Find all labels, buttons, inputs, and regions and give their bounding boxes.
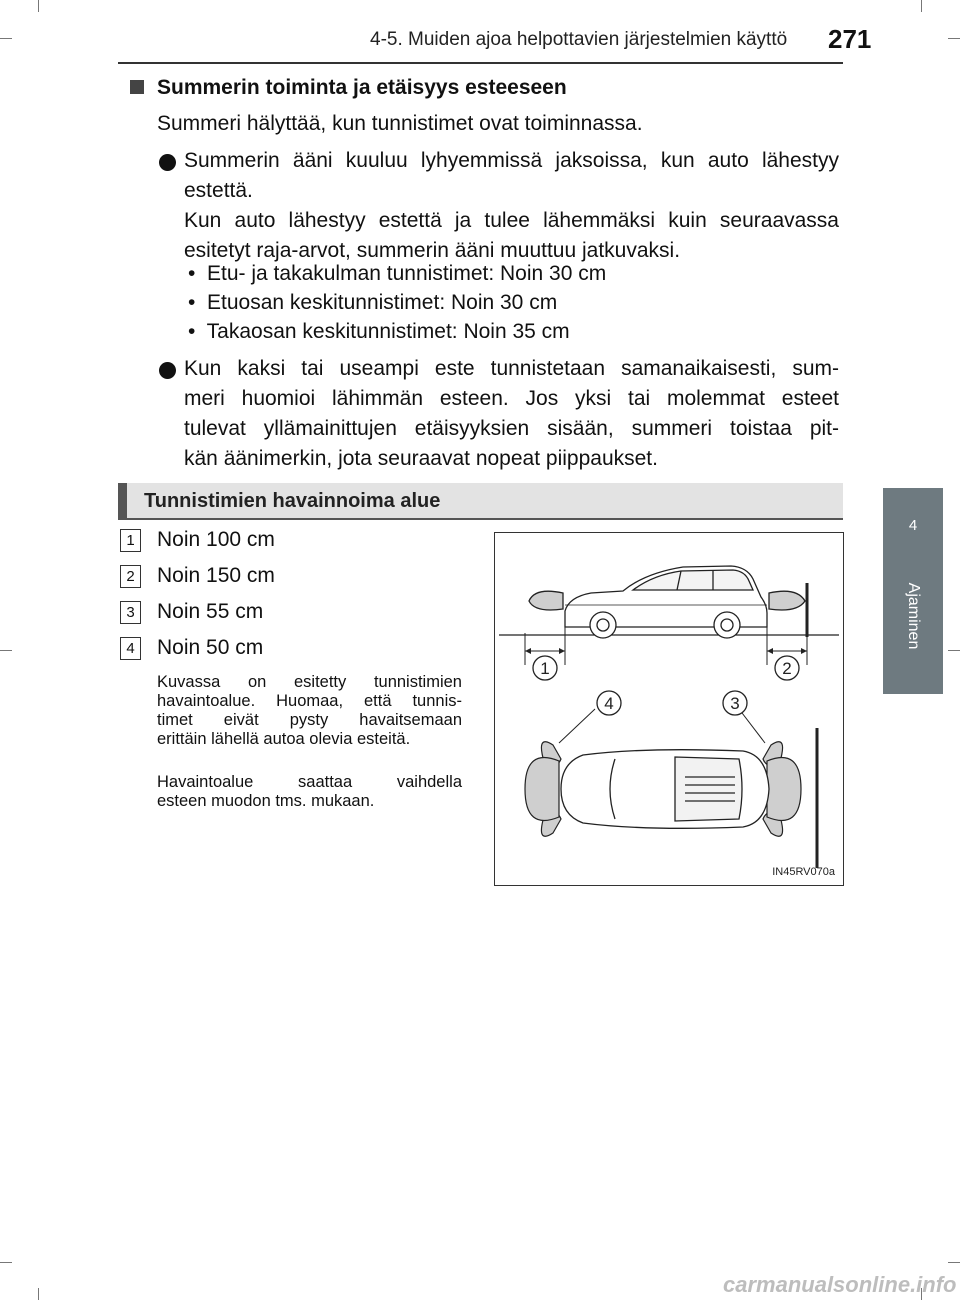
bullet-icon <box>159 362 176 379</box>
crop-mark <box>948 650 960 651</box>
callout-label: 3 <box>730 694 740 713</box>
paragraph-line: Kun kaksi tai useampi este tunnistetaan samanaikaisesti, sum- <box>184 357 839 380</box>
section-heading: Tunnistimien havainnoima alue <box>144 490 441 512</box>
crop-mark <box>921 0 922 12</box>
callout-number-box: 1 <box>120 529 141 552</box>
note-line: havaintoalue. Huomaa, että tunnis- <box>157 692 462 710</box>
paragraph-line: kän äänimerkin, jota seuraavat nopeat piippaukset. <box>184 447 658 470</box>
paragraph-line: Kun auto lähestyy estettä ja tulee lähemmäksi kuin seuraavassa <box>184 209 839 232</box>
front-center-sensor-zone <box>525 758 559 821</box>
sensor-range-figure <box>494 532 844 886</box>
distance-item: • Takaosan keskitunnistimet: Noin 35 cm <box>188 320 570 343</box>
distance-text: Etuosan keskitunnistimet: Noin 30 cm <box>207 291 558 314</box>
section-heading-bar <box>118 483 843 520</box>
paragraph-line: tulevat yllämainittujen etäisyyksien sisään, summeri toistaa pit- <box>184 417 839 440</box>
callout-number-box: 2 <box>120 565 141 588</box>
front-sensor-zone <box>529 591 563 610</box>
page-number: 271 <box>828 24 872 54</box>
note-line: Kuvassa on esitetty tunnistimien <box>157 673 462 691</box>
crop-mark <box>38 1288 39 1300</box>
note-line: Havaintoalue saattaa vaihdella <box>157 773 462 791</box>
distance-text: Etu- ja takakulman tunnistimet: Noin 30 cm <box>207 262 607 285</box>
paragraph-line: estettä. <box>184 179 253 202</box>
rear-wheel <box>714 612 740 638</box>
intro-text: Summeri hälyttää, kun tunnistimet ovat toiminnassa. <box>157 112 643 135</box>
range-text: Noin 100 cm <box>157 528 275 551</box>
section-bar-marker <box>118 483 127 518</box>
side-tab-label-box <box>883 556 943 676</box>
rear-center-sensor-zone <box>767 758 801 821</box>
rear-sensor-zone <box>769 591 805 610</box>
callout-label: 4 <box>604 694 614 713</box>
range-text: Noin 150 cm <box>157 564 275 587</box>
note-line: esteen muodon tms. mukaan. <box>157 792 375 810</box>
side-tab-label: Ajaminen <box>905 582 922 650</box>
distance-item: • Etu- ja takakulman tunnistimet: Noin 30 cm <box>188 262 607 285</box>
figure-note-2 <box>157 773 462 811</box>
crop-mark <box>948 1262 960 1263</box>
section-square-icon <box>130 80 144 94</box>
crop-mark <box>0 38 12 39</box>
callout-label: 2 <box>782 659 792 678</box>
arrow-head <box>767 648 773 654</box>
header-rule <box>118 62 843 64</box>
range-text: Noin 55 cm <box>157 600 264 623</box>
section-heading: Summerin toiminta ja etäisyys esteeseen <box>157 76 567 99</box>
paragraph-line: meri huomioi lähimmän esteen. Jos yksi tai molemmat esteet <box>184 387 839 410</box>
dimension-arrow <box>559 709 595 743</box>
callout-number-box: 4 <box>120 637 141 660</box>
crop-mark <box>0 1262 12 1263</box>
arrow-head <box>525 648 531 654</box>
arrow-head <box>559 648 565 654</box>
watermark: carmanualsonline.info <box>723 1272 957 1297</box>
paragraph-line: Summerin ääni kuuluu lyhyemmissä jaksoissa, kun auto lähestyy <box>184 149 839 172</box>
crop-mark <box>948 38 960 39</box>
chapter-title: 4-5. Muiden ajoa helpottavien järjestelmien käyttö <box>370 29 788 50</box>
callout-label: 1 <box>540 659 550 678</box>
dimension-arrow <box>739 709 765 743</box>
bullet-paragraph-2 <box>184 354 839 474</box>
side-tab-number: 4 <box>908 517 918 534</box>
front-wheel <box>590 612 616 638</box>
crop-mark <box>38 0 39 12</box>
paragraph-line: esitetyt raja-arvot, summerin ääni muuttuu jatkuvaksi. <box>184 239 681 262</box>
note-line: erittäin lähellä autoa olevia esteitä. <box>157 730 411 748</box>
figure-code: IN45RV070a <box>772 866 835 878</box>
crop-mark <box>0 650 12 651</box>
car-top-view-illustration <box>561 750 769 829</box>
bullet-icon <box>159 154 176 171</box>
distance-text: Takaosan keskitunnistimet: Noin 35 cm <box>206 320 570 343</box>
note-line: timet eivät pysty havaitsemaan <box>157 711 462 729</box>
figure-note-1 <box>157 673 462 749</box>
sensor-range-diagram <box>495 533 843 885</box>
distance-item: • Etuosan keskitunnistimet: Noin 30 cm <box>188 291 558 314</box>
bullet-paragraph-1 <box>184 146 839 266</box>
car-windows-side <box>633 570 753 590</box>
range-text: Noin 50 cm <box>157 636 264 659</box>
arrow-head <box>801 648 807 654</box>
callout-number-box: 3 <box>120 601 141 624</box>
